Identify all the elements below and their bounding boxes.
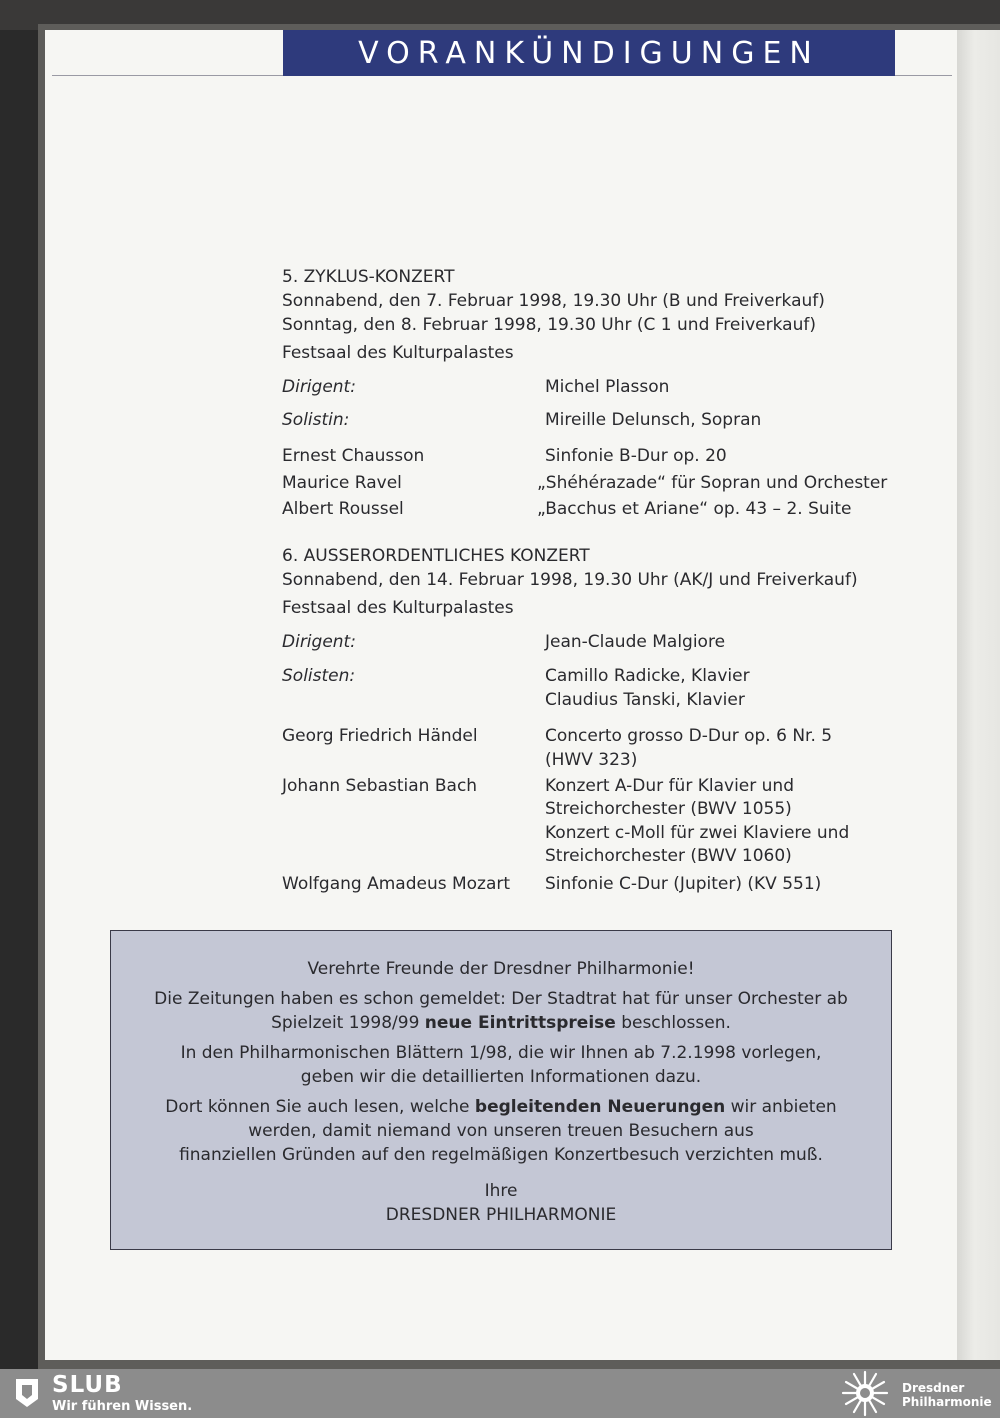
concert2-work-3-line2: Streichorchester (BWV 1060) <box>545 846 792 866</box>
concert2-conductor-label: Dirigent: <box>282 632 356 652</box>
concert1-composer-2: Maurice Ravel <box>282 473 402 493</box>
notice-p1-line1: Die Zeitungen haben es schon gemeldet: Der Stadtrat hat für unser Orchester ab <box>154 989 848 1009</box>
concert2-composer-2: Johann Sebastian Bach <box>282 776 478 796</box>
notice-closing: Ihre <box>484 1181 518 1201</box>
concert1-composer-3: Albert Roussel <box>282 499 404 519</box>
slub-logo-icon <box>14 1377 40 1409</box>
concert2-date1: Sonnabend, den 14. Februar 1998, 19.30 Uhr (AK/J und Freiverkauf) <box>282 570 858 590</box>
concert1-soloist-label: Solistin: <box>282 410 350 430</box>
concert1-work-1: Sinfonie B-Dur op. 20 <box>545 446 727 466</box>
concert2-conductor: Jean-Claude Malgiore <box>545 632 726 652</box>
concert1-date1: Sonnabend, den 7. Februar 1998, 19.30 Uhr (B und Freiverkauf) <box>282 291 825 311</box>
notice-price-highlight: neue Eintrittspreise <box>424 1013 616 1033</box>
dresdner-philharmonie-label: Dresdner Philharmonie <box>902 1381 992 1409</box>
slub-name: SLUB <box>52 1372 123 1398</box>
concert2-composer-1: Georg Friedrich Händel <box>282 726 478 746</box>
concert1-soloist: Mireille Delunsch, Sopran <box>545 410 762 430</box>
footer-bar <box>0 1369 1000 1418</box>
concert2-work-1-line2: (HWV 323) <box>545 750 638 770</box>
concert2-composer-3: Wolfgang Amadeus Mozart <box>282 874 511 894</box>
concert2-soloist-1: Camillo Radicke, Klavier <box>545 666 750 686</box>
next-page-edge <box>957 30 1000 1360</box>
concert1-work-2: „Shéhérazade“ für Sopran und Orchester <box>537 473 888 493</box>
announcement-box <box>110 930 892 1250</box>
concert2-soloist-2: Claudius Tanski, Klavier <box>545 690 745 710</box>
concert2-soloists-label: Solisten: <box>282 666 356 686</box>
page-title: VORANKÜNDIGUNGEN <box>283 30 895 76</box>
notice-p3-line1: Dort können Sie auch lesen, welche begleitenden Neuerungen wir anbieten <box>165 1097 837 1117</box>
concert1-work-3: „Bacchus et Ariane“ op. 43 – 2. Suite <box>537 499 852 519</box>
concert1-heading: 5. ZYKLUS-KONZERT <box>282 267 455 287</box>
concert2-heading: 6. AUSSERORDENTLICHES KONZERT <box>282 546 590 566</box>
notice-p1-line2: Spielzeit 1998/99 neue Eintrittspreise beschlossen. <box>271 1013 731 1033</box>
concert2-work-2-line2: Streichorchester (BWV 1055) <box>545 799 792 819</box>
concert1-composer-1: Ernest Chausson <box>282 446 425 466</box>
notice-p2-line1: In den Philharmonischen Blättern 1/98, die wir Ihnen ab 7.2.1998 vorlegen, <box>180 1043 822 1063</box>
notice-p3-line2: werden, damit niemand von unseren treuen Besuchern aus <box>248 1121 754 1141</box>
concert2-work-2-line1: Konzert A-Dur für Klavier und <box>545 776 794 796</box>
concert2-work-4: Sinfonie C-Dur (Jupiter) (KV 551) <box>545 874 822 894</box>
notice-innovations-highlight: begleitenden Neuerungen <box>474 1097 726 1117</box>
notice-signature: DRESDNER PHILHARMONIE <box>385 1205 617 1225</box>
notice-p3-line3: finanziellen Gründen auf den regelmäßigen Konzertbesuch verzichten muß. <box>179 1145 823 1165</box>
concert2-venue: Festsaal des Kulturpalastes <box>282 598 514 618</box>
concert2-work-1-line1: Concerto grosso D-Dur op. 6 Nr. 5 <box>545 726 833 746</box>
concert1-venue: Festsaal des Kulturpalastes <box>282 343 514 363</box>
concert2-work-3-line1: Konzert c-Moll für zwei Klaviere und <box>545 823 850 843</box>
concert1-conductor: Michel Plasson <box>545 377 670 397</box>
slub-tagline: Wir führen Wissen. <box>52 1399 193 1414</box>
concert1-conductor-label: Dirigent: <box>282 377 356 397</box>
concert1-date2: Sonntag, den 8. Februar 1998, 19.30 Uhr (C 1 und Freiverkauf) <box>282 315 816 335</box>
notice-p2-line2: geben wir die detaillierten Informationen dazu. <box>300 1067 702 1087</box>
notice-greeting: Verehrte Freunde der Dresdner Philharmonie! <box>307 959 695 979</box>
dresdner-philharmonie-logo-icon <box>840 1370 890 1417</box>
